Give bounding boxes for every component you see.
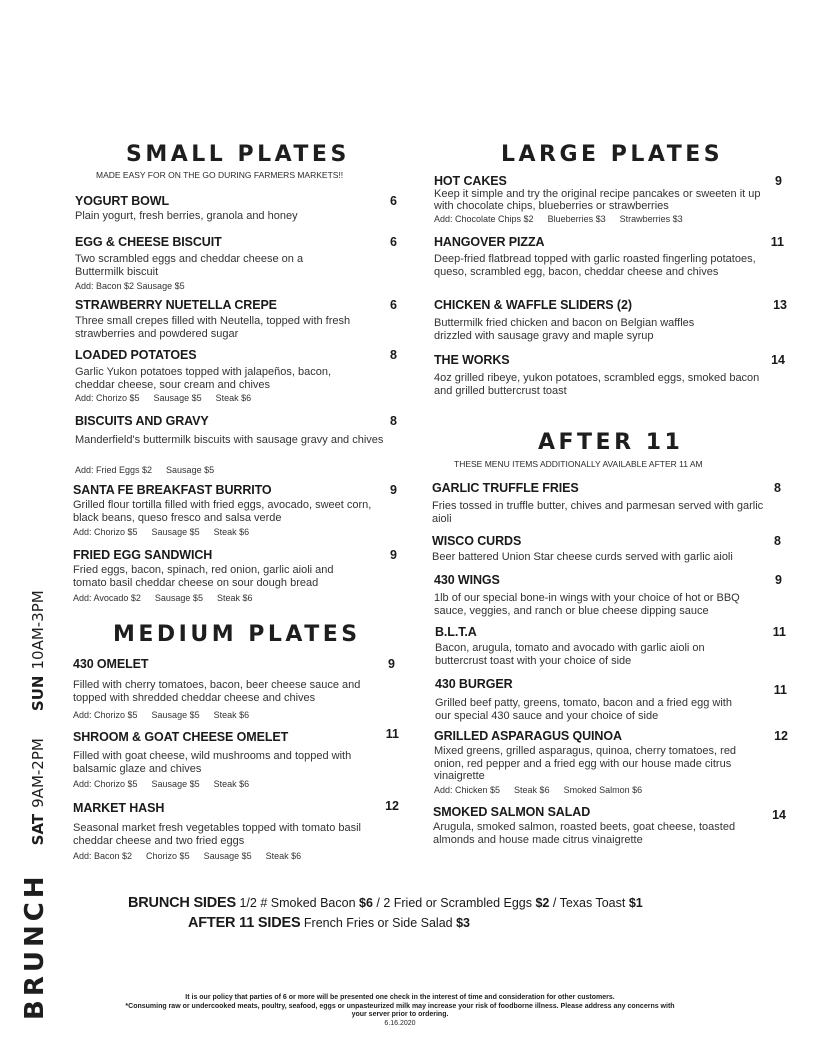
item-description: Fried eggs, bacon, spinach, red onion, garlic aioli and tomato basil cheddar cheese on sour dough bread xyxy=(73,564,334,589)
item-description: Mixed greens, grilled asparagus, quinoa, cherry tomatoes, red onion, red pepper and a fried egg with our house made citrus vinaigrette xyxy=(434,745,737,782)
item-description: Three small crepes filled with Neutella, topped with fresh strawberries and powdered sugar xyxy=(75,315,351,340)
footer-raw-warning-cont: your server prior to ordering. xyxy=(351,1011,449,1018)
item-price: 9 xyxy=(390,483,397,497)
item-name: STRAWBERRY NUETELLA CREPE xyxy=(75,298,277,312)
item-price: 11 xyxy=(773,683,787,697)
after-11-title: AFTER 11 xyxy=(538,430,684,455)
item-addons: Add: Chicken $5 Steak $6 Smoked Salmon $6 xyxy=(434,785,643,795)
item-name: B.L.T.A xyxy=(435,625,477,639)
item-price: 11 xyxy=(772,625,786,639)
side-fries-salad-price: $3 xyxy=(456,916,470,930)
item-price: 12 xyxy=(385,799,399,813)
item-description: Deep-fried flatbread topped with garlic roasted fingerling potatoes, queso, scrambled egg, bacon, cheddar cheese and chives xyxy=(434,253,756,278)
sun-hours: 10AM-3PM xyxy=(29,590,47,670)
after-11-sides xyxy=(188,915,470,931)
after-11-subtitle: THESE MENU ITEMS ADDITIONALLY AVAILABLE AFTER 11 AM xyxy=(454,459,703,469)
item-addons: Add: Chorizo $5 Sausage $5 Steak $6 xyxy=(75,393,252,403)
item-price: 8 xyxy=(774,534,781,548)
item-description: Grilled beef patty, greens, tomato, bacon and a fried egg with our special 430 sauce and your choice of side xyxy=(435,697,732,722)
item-price: 8 xyxy=(390,348,397,362)
item-addons: Add: Bacon $2 Sausage $5 xyxy=(75,281,185,291)
side-toast-price: $1 xyxy=(628,896,643,910)
item-name: HANGOVER PIZZA xyxy=(434,235,545,249)
item-description: 1lb of our special bone-in wings with your choice of hot or BBQ sauce, veggies, and ranch or blue cheese dipping sauce xyxy=(434,592,740,617)
item-description: Beer battered Union Star cheese curds served with garlic aioli xyxy=(432,551,733,563)
item-addons: Add: Fried Eggs $2 Sausage $5 xyxy=(75,465,215,475)
item-name: 430 OMELET xyxy=(73,657,149,671)
item-name: SMOKED SALMON SALAD xyxy=(433,805,591,819)
item-name: GRILLED ASPARAGUS QUINOA xyxy=(434,729,622,743)
side-bacon-price: $6 xyxy=(359,896,373,910)
item-addons: Add: Chocolate Chips $2 Blueberries $3 Strawberries $3 xyxy=(434,214,683,224)
item-name: SANTA FE BREAKFAST BURRITO xyxy=(73,483,272,497)
item-price: 6 xyxy=(390,298,397,312)
sat-label: SAT xyxy=(29,813,47,846)
side-toast: / Texas Toast xyxy=(549,896,629,910)
footer-raw-warning: *Consuming raw or undercooked meats, poultry, seafood, eggs or unpasteurized milk may increase your risk of foodborne illness. Please address any concerns with xyxy=(125,1002,675,1010)
item-description: Fries tossed in truffle butter, chives and parmesan served with garlic aioli xyxy=(432,500,764,525)
item-description: Buttermilk fried chicken and bacon on Belgian waffles drizzled with sausage gravy and maple syrup xyxy=(434,317,695,342)
item-price: 11 xyxy=(770,235,784,249)
item-name: EGG & CHEESE BISCUIT xyxy=(75,235,222,249)
brunch-sides-label: BRUNCH SIDES xyxy=(128,895,236,911)
sat-hours: 9AM-2PM xyxy=(29,738,47,808)
footer-date: 6.16.2020 xyxy=(384,1019,416,1027)
item-description: Arugula, smoked salmon, roasted beets, goat cheese, toasted almonds and house made citrus vinaigrette xyxy=(433,821,736,846)
item-price: 12 xyxy=(774,729,788,743)
item-description: Bacon, arugula, tomato and avocado with garlic aioli on buttercrust toast with your choice of side xyxy=(435,642,705,667)
item-name: LOADED POTATOES xyxy=(75,348,197,362)
item-name: GARLIC TRUFFLE FRIES xyxy=(432,481,579,495)
item-price: 11 xyxy=(385,727,399,741)
item-price: 6 xyxy=(390,194,397,208)
item-price: 13 xyxy=(773,298,787,312)
item-name: 430 WINGS xyxy=(434,573,500,587)
item-addons: Add: Chorizo $5 Sausage $5 Steak $6 xyxy=(73,779,250,789)
item-description: Keep it simple and try the original recipe pancakes or sweeten it up with chocolate chips, blueberries or strawberries xyxy=(434,188,761,212)
item-name: MARKET HASH xyxy=(73,801,165,815)
item-price: 9 xyxy=(775,573,782,587)
item-price: 9 xyxy=(390,548,397,562)
side-eggs: / 2 Fried or Scrambled Eggs xyxy=(372,896,536,910)
item-name: HOT CAKES xyxy=(434,174,507,188)
item-description: Seasonal market fresh vegetables topped with tomato basil cheddar cheese and two fried eggs xyxy=(73,822,361,847)
item-price: 8 xyxy=(774,481,781,495)
item-addons: Add: Chorizo $5 Sausage $5 Steak $6 xyxy=(73,710,250,720)
item-name: YOGURT BOWL xyxy=(75,194,170,208)
item-addons: Add: Avocado $2 Sausage $5 Steak $6 xyxy=(73,593,253,603)
item-description: Plain yogurt, fresh berries, granola and honey xyxy=(75,210,298,222)
item-addons: Add: Chorizo $5 Sausage $5 Steak $6 xyxy=(73,527,250,537)
item-price: 8 xyxy=(390,414,397,428)
item-name: SHROOM & GOAT CHEESE OMELET xyxy=(73,730,289,744)
side-brand xyxy=(20,590,50,1020)
item-price: 9 xyxy=(388,657,395,671)
small-plates-subtitle: MADE EASY FOR ON THE GO DURING FARMERS MARKETS!! xyxy=(96,170,344,180)
item-name: WISCO CURDS xyxy=(432,534,522,548)
small-plates-title: SMALL PLATES xyxy=(126,142,350,167)
item-price: 14 xyxy=(771,353,785,367)
brand-title: BRUNCH xyxy=(20,872,50,1020)
item-price: 14 xyxy=(772,808,786,822)
item-price: 9 xyxy=(775,174,782,188)
sun-label: SUN xyxy=(29,675,47,712)
item-name: BISCUITS AND GRAVY xyxy=(75,414,209,428)
footer-party-policy: It is our policy that parties of 6 or more will be presented one check in the interest of time and consideration for other customers. xyxy=(185,994,615,1001)
item-description: Filled with cherry tomatoes, bacon, beer cheese sauce and topped with shredded cheddar cheese and chives xyxy=(73,679,361,704)
item-name: 430 BURGER xyxy=(435,677,513,691)
item-description: Filled with goat cheese, wild mushrooms and topped with balsamic glaze and chives xyxy=(73,750,352,775)
after-11-sides-label: AFTER 11 SIDES xyxy=(188,915,301,931)
item-description: Grilled flour tortilla filled with fried eggs, avocado, sweet corn, black beans, queso fresco and salsa verde xyxy=(73,499,372,524)
item-name: THE WORKS xyxy=(434,353,510,367)
item-description: Manderfield's buttermilk biscuits with sausage gravy and chives xyxy=(75,434,384,446)
side-fries-salad: French Fries or Side Salad xyxy=(303,916,457,930)
item-name: FRIED EGG SANDWICH xyxy=(73,548,213,562)
brunch-sides xyxy=(128,895,643,911)
medium-plates-title: MEDIUM PLATES xyxy=(113,622,361,647)
item-description: 4oz grilled ribeye, yukon potatoes, scrambled eggs, smoked bacon and grilled buttercrust toast xyxy=(434,372,760,397)
large-plates-title: LARGE PLATES xyxy=(501,142,724,167)
side-bacon: 1/2 # Smoked Bacon xyxy=(239,896,359,910)
footer-notice xyxy=(80,994,720,1028)
item-name: CHICKEN & WAFFLE SLIDERS (2) xyxy=(434,298,632,312)
item-description: Garlic Yukon potatoes topped with jalapeños, bacon, cheddar cheese, sour cream and chives xyxy=(75,366,332,391)
item-description: Two scrambled eggs and cheddar cheese on a Buttermilk biscuit xyxy=(75,253,304,278)
item-addons: Add: Bacon $2 Chorizo $5 Sausage $5 Steak $6 xyxy=(73,851,302,861)
item-price: 6 xyxy=(390,235,397,249)
side-eggs-price: $2 xyxy=(535,896,550,910)
